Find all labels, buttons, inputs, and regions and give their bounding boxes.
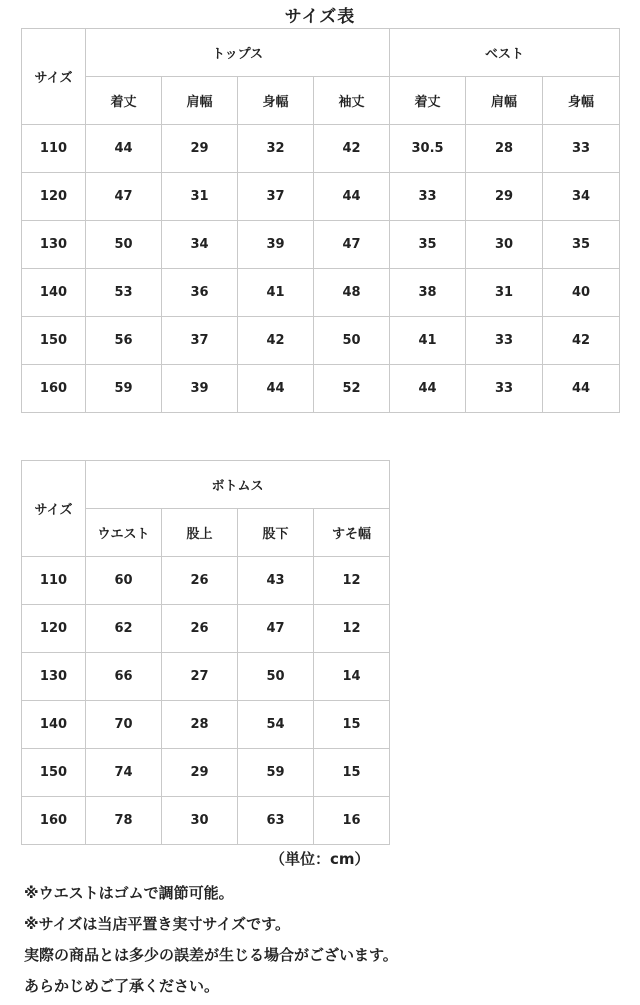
table-cell: 44: [238, 365, 314, 413]
note-line: ※ウエストはゴムで調節可能。: [24, 884, 234, 902]
table-cell: 39: [162, 365, 238, 413]
table-cell: 59: [238, 749, 314, 797]
tops-group-header-row: [22, 29, 620, 77]
table-cell: 44: [314, 173, 390, 221]
column-header: 股上: [162, 509, 238, 557]
table-cell: 42: [314, 125, 390, 173]
table-cell: 36: [162, 269, 238, 317]
size-cell: 130: [22, 653, 86, 701]
table-cell: 78: [86, 797, 162, 845]
table-cell: 15: [314, 701, 390, 749]
size-column-header: サイズ: [22, 29, 86, 125]
table-cell: 34: [162, 221, 238, 269]
table-row: [22, 365, 620, 413]
tops-table-body: [22, 125, 620, 413]
size-cell: 120: [22, 605, 86, 653]
table-cell: 50: [238, 653, 314, 701]
table-cell: 74: [86, 749, 162, 797]
note-line: 実際の商品とは多少の誤差が生じる場合がございます。: [24, 946, 398, 964]
table-row: [22, 173, 620, 221]
table-cell: 27: [162, 653, 238, 701]
table-row: [22, 653, 390, 701]
column-header: 身幅: [543, 77, 620, 125]
unit-note: （単位：cm）: [270, 850, 370, 868]
table-row: [22, 701, 390, 749]
table-cell: 29: [162, 749, 238, 797]
column-header: 肩幅: [466, 77, 543, 125]
table-cell: 40: [543, 269, 620, 317]
table-cell: 59: [86, 365, 162, 413]
table-cell: 33: [466, 365, 543, 413]
tops-column-header-row: [22, 77, 620, 125]
size-cell: 130: [22, 221, 86, 269]
table-cell: 56: [86, 317, 162, 365]
table-cell: 33: [390, 173, 466, 221]
column-header: 着丈: [86, 77, 162, 125]
size-cell: 150: [22, 317, 86, 365]
size-cell: 160: [22, 365, 86, 413]
bottoms-group-header-row: [22, 461, 390, 509]
table-row: [22, 605, 390, 653]
table-cell: 53: [86, 269, 162, 317]
table-row: [22, 317, 620, 365]
table-cell: 42: [238, 317, 314, 365]
column-header: ウエスト: [86, 509, 162, 557]
table-cell: 30.5: [390, 125, 466, 173]
table-cell: 29: [466, 173, 543, 221]
table-cell: 44: [543, 365, 620, 413]
page-title: サイズ表: [284, 7, 356, 27]
size-cell: 150: [22, 749, 86, 797]
column-header: すそ幅: [314, 509, 390, 557]
table-cell: 37: [238, 173, 314, 221]
table-cell: 52: [314, 365, 390, 413]
table-row: [22, 269, 620, 317]
note-line: ※サイズは当店平置き実寸サイズです。: [24, 915, 290, 933]
size-cell: 140: [22, 701, 86, 749]
table-cell: 70: [86, 701, 162, 749]
table-cell: 29: [162, 125, 238, 173]
table-cell: 30: [466, 221, 543, 269]
size-cell: 110: [22, 557, 86, 605]
table-cell: 31: [162, 173, 238, 221]
bottoms-table-body: [22, 557, 390, 845]
table-cell: 15: [314, 749, 390, 797]
table-cell: 41: [390, 317, 466, 365]
bottoms-group-header: ボトムス: [86, 461, 390, 509]
table-cell: 47: [314, 221, 390, 269]
table-cell: 35: [390, 221, 466, 269]
table-cell: 33: [466, 317, 543, 365]
notes: [24, 878, 398, 1002]
column-header: 股下: [238, 509, 314, 557]
table-cell: 47: [238, 605, 314, 653]
table-cell: 14: [314, 653, 390, 701]
table-cell: 63: [238, 797, 314, 845]
table-cell: 47: [86, 173, 162, 221]
size-cell: 140: [22, 269, 86, 317]
column-header: 着丈: [390, 77, 466, 125]
table-cell: 62: [86, 605, 162, 653]
table-row: [22, 557, 390, 605]
table-cell: 35: [543, 221, 620, 269]
table-cell: 38: [390, 269, 466, 317]
note-line: あらかじめご了承ください。: [24, 977, 220, 995]
table-cell: 43: [238, 557, 314, 605]
size-cell: 110: [22, 125, 86, 173]
table-cell: 32: [238, 125, 314, 173]
column-header: 肩幅: [162, 77, 238, 125]
bottoms-size-table: [21, 460, 390, 845]
vest-group-header: ベスト: [390, 29, 620, 77]
table-cell: 12: [314, 605, 390, 653]
table-row: [22, 125, 620, 173]
table-cell: 12: [314, 557, 390, 605]
table-cell: 50: [314, 317, 390, 365]
column-header: 身幅: [238, 77, 314, 125]
table-cell: 60: [86, 557, 162, 605]
table-cell: 44: [390, 365, 466, 413]
table-cell: 44: [86, 125, 162, 173]
table-cell: 66: [86, 653, 162, 701]
table-cell: 28: [466, 125, 543, 173]
size-column-header: サイズ: [22, 461, 86, 557]
table-cell: 33: [543, 125, 620, 173]
table-cell: 31: [466, 269, 543, 317]
size-cell: 120: [22, 173, 86, 221]
table-cell: 34: [543, 173, 620, 221]
table-row: [22, 221, 620, 269]
table-cell: 42: [543, 317, 620, 365]
table-cell: 30: [162, 797, 238, 845]
table-cell: 48: [314, 269, 390, 317]
tops-group-header: トップス: [86, 29, 390, 77]
table-row: [22, 797, 390, 845]
table-cell: 37: [162, 317, 238, 365]
size-cell: 160: [22, 797, 86, 845]
table-cell: 16: [314, 797, 390, 845]
table-cell: 28: [162, 701, 238, 749]
table-cell: 54: [238, 701, 314, 749]
table-cell: 50: [86, 221, 162, 269]
table-row: [22, 749, 390, 797]
tops-size-table: [21, 28, 620, 413]
table-cell: 26: [162, 605, 238, 653]
table-cell: 39: [238, 221, 314, 269]
column-header: 袖丈: [314, 77, 390, 125]
table-cell: 41: [238, 269, 314, 317]
table-cell: 26: [162, 557, 238, 605]
